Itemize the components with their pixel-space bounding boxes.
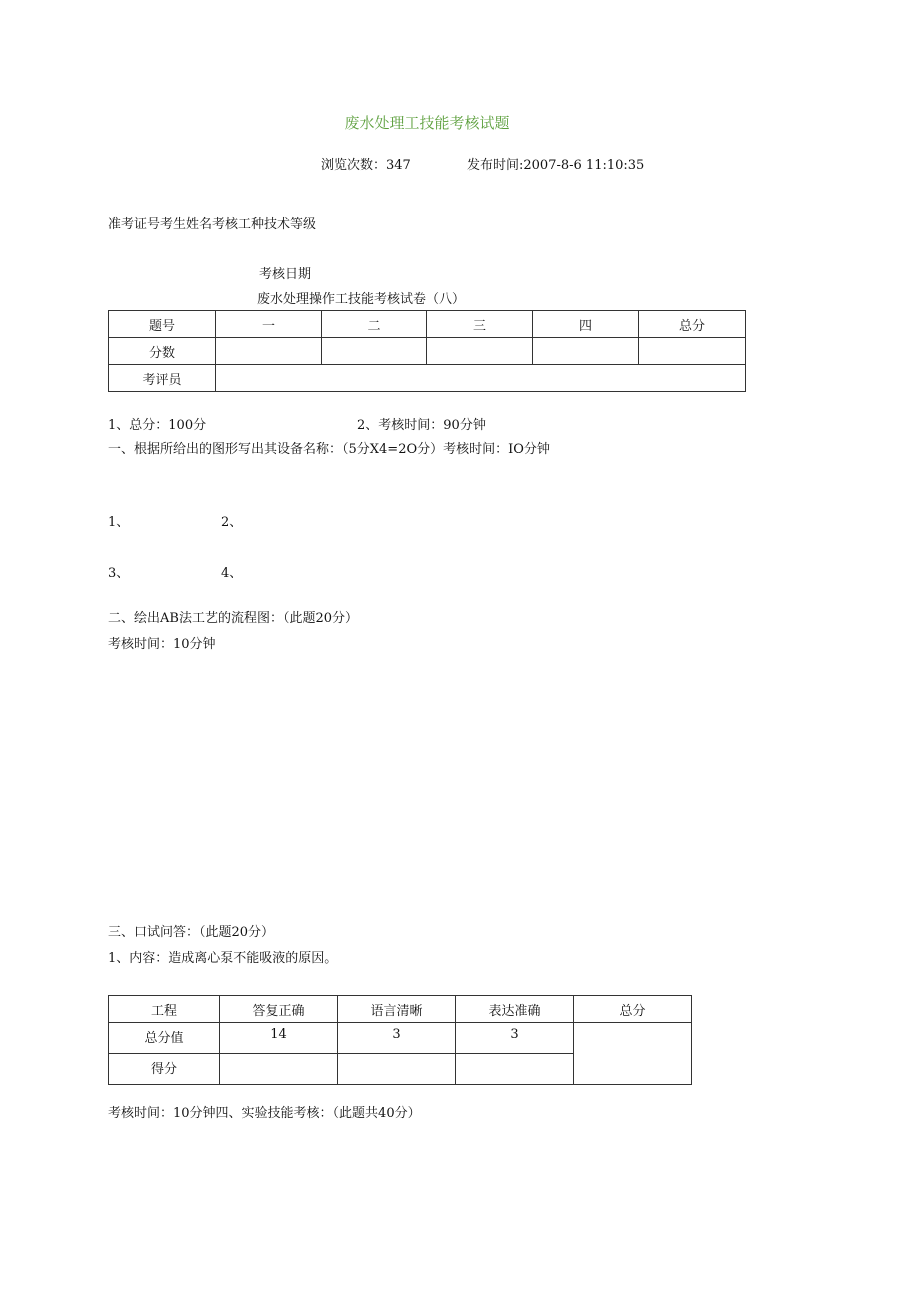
score-input-cell[interactable] <box>456 1054 574 1085</box>
table-cell: 得分 <box>109 1054 220 1085</box>
table-row <box>109 338 746 365</box>
table-cell: 二 <box>322 311 427 338</box>
table-cell: 3 <box>338 1023 456 1054</box>
table-cell: 答复正确 <box>220 996 338 1023</box>
table-row <box>109 365 746 392</box>
exam-date-label: 考核日期 <box>259 267 312 282</box>
page-title: 废水处理工技能考核试题 <box>344 114 510 132</box>
answer-slot-1: 1、 <box>108 515 130 530</box>
table-row <box>109 311 746 338</box>
score-input-cell[interactable] <box>533 338 639 365</box>
answer-slot-2: 2、 <box>221 515 243 530</box>
question-2-heading: 二、绘出AB法工艺的流程图：（此题20分） <box>108 611 358 626</box>
table-cell: 一 <box>216 311 322 338</box>
answer-slot-4: 4、 <box>221 566 243 581</box>
table-cell: 工程 <box>109 996 220 1023</box>
question-3-content: 1、内容：造成离心泵不能吸液的原因。 <box>108 951 338 966</box>
table-cell: 考评员 <box>109 365 216 392</box>
table-cell: 语言清晰 <box>338 996 456 1023</box>
paper-title: 废水处理操作工技能考核试卷（八） <box>257 292 466 307</box>
table-cell: 题号 <box>109 311 216 338</box>
table-row <box>109 1023 692 1054</box>
question-3-heading: 三、口试问答：（此题20分） <box>108 925 275 940</box>
table-cell: 总分 <box>574 996 692 1023</box>
table-cell: 总分值 <box>109 1023 220 1054</box>
table-cell: 分数 <box>109 338 216 365</box>
footer-line: 考核时间：10分钟四、实验技能考核：（此题共40分） <box>108 1106 421 1121</box>
examiner-input-cell[interactable] <box>216 365 746 392</box>
view-count: 浏览次数：347 <box>321 158 411 173</box>
candidate-info-line: 准考证号考生姓名考核工种技术等级 <box>108 217 317 232</box>
total-score-info: 1、总分：100分 <box>108 418 207 433</box>
table-cell: 14 <box>220 1023 338 1054</box>
table-cell: 3 <box>456 1023 574 1054</box>
score-input-cell[interactable] <box>639 338 746 365</box>
publish-time: 发布时间:2007-8-6 11:10:35 <box>467 158 645 173</box>
score-input-cell[interactable] <box>216 338 322 365</box>
score-input-cell[interactable] <box>427 338 533 365</box>
table-row <box>109 996 692 1023</box>
answer-slot-3: 3、 <box>108 566 130 581</box>
score-table <box>108 310 746 392</box>
table-cell: 表达准确 <box>456 996 574 1023</box>
score-input-cell[interactable] <box>220 1054 338 1085</box>
exam-time-info: 2、考核时间：90分钟 <box>357 418 486 433</box>
oral-score-table <box>108 995 692 1085</box>
question-2-time: 考核时间：10分钟 <box>108 637 216 652</box>
total-input-cell[interactable] <box>574 1023 692 1085</box>
table-cell: 三 <box>427 311 533 338</box>
score-input-cell[interactable] <box>338 1054 456 1085</box>
table-cell: 四 <box>533 311 639 338</box>
question-1-heading: 一、根据所给出的图形写出其设备名称：（5分X4=2O分）考核时间：IO分钟 <box>108 442 550 457</box>
table-cell: 总分 <box>639 311 746 338</box>
score-input-cell[interactable] <box>322 338 427 365</box>
